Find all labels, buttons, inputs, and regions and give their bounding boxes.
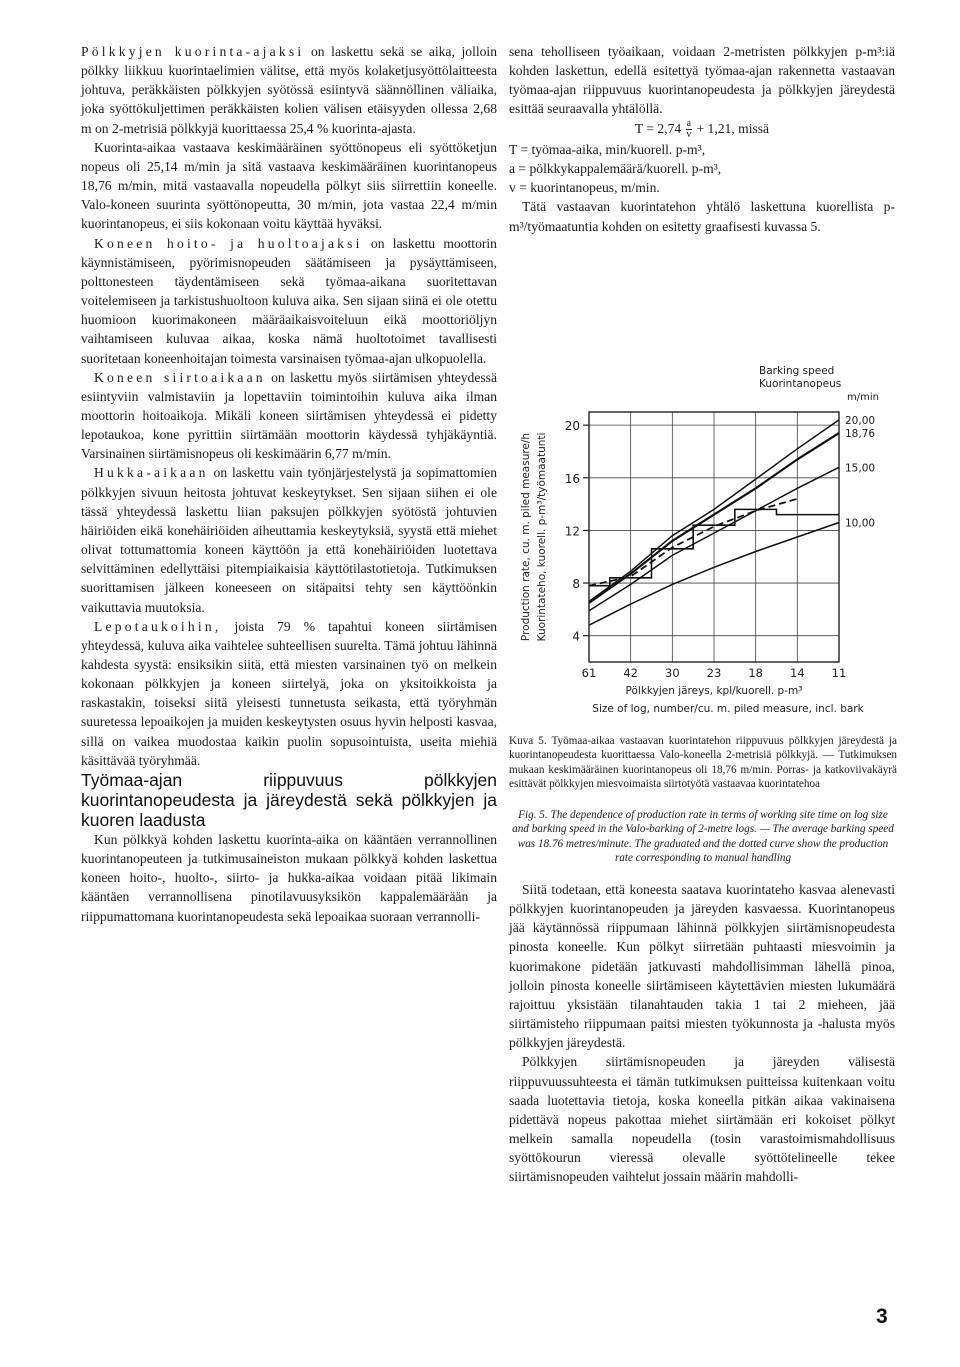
paragraph: Tätä vastaavan kuorintatehon yhtälö laskettuna kuorellista p-m³/työmaatuntia kohden on esitetty graafisesti kuvassa 5. (509, 199, 895, 234)
definitions (509, 140, 895, 197)
paragraph: Pölkkyjen siirtämisnopeuden ja järeyden välisestä riippuvuussuhteesta ei tämän tutkimuksen puitteissa kuitenkaan voitu saada luotettavia tietoja, koska koneella pitkän aikaa vakinaisena pidettävä nopeus pakottaa miehet siirtämään eri kokoiset pölkyt melkein samalla nopeudella (tosin varastoimismahdollisuus syöttökourun vieressä olevalle syöttötelineelle tekee siirtämisnopeuden vaihtelut jossain määrin mahdolli- (509, 1054, 895, 1185)
series-label: 20,00 (845, 414, 876, 427)
x-tick-label: 42 (623, 666, 638, 680)
y-axis-label-en: Production rate, cu. m. piled measure/h (520, 432, 532, 642)
x-tick-label: 18 (748, 666, 763, 680)
y-tick-label: 20 (564, 419, 580, 434)
paragraph-text: on laskettu vain työnjärjestelystä ja sopimattomien pölkkyjen sivuun heitosta johtuvat keskeytykset. Sen sijaan siihen ei ole tässä yhteydessä laskettu liian paksujen pölkkyjen syötöstä johtuvien häiriöiden eikä konehäiriöiden aiheuttamia keskeytyksiä, syystä että miehet olivat tottumattomia koneen käyttöön ja että konehäiriöiden luotettava selvittäminen edellyttäisi pitempiaikaisia käyttötilastotietoja. Tutkimuksen suorittamisen jälkeen koneeseen on sitäpaitsi tehty sen käyttöönkin vaikuttavia muutoksia. (81, 465, 497, 615)
formula-denominator: v (686, 129, 692, 140)
x-tick-label: 23 (706, 666, 722, 680)
y-tick-label: 4 (572, 629, 580, 644)
paragraph-text: on laskettu sekä se aika, jolloin pölkky liikkuu kuorintaelimien välitse, että myös kolaketjusyöttölaitteesta johtuva, peräkkäisten pölkkyjen syötössä esiintyvä säännöllinen väliaika, joka syöttökuljettimen peräkkäisten kolien välisen etäisyyden ollessa 2,68 m on 2-metrisiä pölkkyjä kuorittaessa 25,4 % kuorinta-ajasta. (81, 44, 497, 136)
formula-fraction (686, 119, 692, 140)
figure-caption-en: Fig. 5. The dependence of production rate in terms of working site time on log size and barking speed in the Valo-barking of 2-metre logs. — The average barking speed was 18.76 metres/minute. The graduated and the dotted curve show the production rate corresponding to manual handling (512, 809, 894, 865)
series-label: 10,00 (845, 517, 876, 530)
paragraph: sena teholliseen työaikaan, voidaan 2-metristen pölkkyjen p-m³:iä kohden laskettun, edellä esitettyä työmaa-ajan rakennetta vastaavan työmaa-ajan riippuvuus kuorintanopeudesta ja pölkkyjen järeydestä esittää seuraavalla yhtälöllä. (509, 44, 895, 117)
paragraph-text: on laskettu myös siirtämisen yhteydessä esiintyviin valmistaviin ja lopettaviin toimintoihin kuluva aika ilman moottorin hoitoaikoja. Mikäli koneen siirtämisen yhteydessä ei pidetty lepotaukoa, kone pyrittiin siirtämään moottorin käydessä tyhjäkäyntiä. Varsinainen siirtämisnopeus oli keskimäärin 6,77 m/min. (81, 369, 498, 462)
paragraph-text: on laskettu moottorin käynnistämiseen, pyörimisnopeuden säätämiseen ja pysäyttämiseen, polttonesteen täydentämiseen sekä työmaa-aikana suoritettavan voitelemiseen ja tarkistushuoltoon kuluva aika. Sen sijaan siinä ei ole otettu huomioon kuorimakoneen määräaikaisvoiteluun eikä moottoriöljyn vaihtamiseen kuluvaa aikaa, koska nämä huoltotoimet tavallisesti suoritetaan koneenhoitajan toimesta varsinaisen työmaa-ajan ulkopuolella. (81, 235, 497, 366)
paragraph (81, 234, 497, 368)
spaced-term: Hukka-aikaan (94, 465, 209, 481)
spaced-term: Pölkkyjen kuorinta-ajaksi (81, 44, 305, 59)
formula-right: + 1,21, missä (696, 120, 770, 136)
chart (509, 360, 897, 730)
x-tick-label: 61 (581, 666, 597, 680)
x-tick-label: 30 (665, 666, 680, 680)
paragraph: Kuorinta-aikaa vastaava keskimääräinen syöttönopeus eli syöttöketjun nopeus oli 25,14 m/min ja sitä vastaava keskimääräinen kuorintanopeus 18,76 m/min, mitä vastaavalla nopeudella pölkyt siis siirrettiin koneelle. Valo-koneen suurinta syöttönopeutta, 30 m/min, jota vastaa 22,4 m/min kuorintanopeus, ei siis kokonaan voitu käyttää hyväksi. (81, 139, 497, 232)
x-axis-label-en: Size of log, number/cu. m. piled measure, incl. bark (592, 703, 864, 715)
paragraph (81, 42, 497, 138)
figure-caption-fi: Kuva 5. Työmaa-aikaa vastaavan kuorintatehon riippuvuus pölkkyjen järeydestä ja kuorintanopeudesta kuorittaessa Valo-koneella 2-metrisiä pölkkyjä. — Tutkimuksen mukaan keskimääräinen kuorintanopeus oli 18,76 m/min. Porras- ja katkoviivakäyrä esittävät pölkkyjen miesvoimaista siirtotyötä vastaavaa kuorintatehoa (509, 735, 897, 791)
spaced-term: Koneen siirtoaikaan (94, 369, 266, 385)
formula (509, 119, 895, 140)
series-label: 18,76 (845, 428, 876, 441)
figure-5 (509, 360, 897, 730)
legend-title-fi: Kuorintanopeus (759, 378, 842, 390)
formula-left: T = 2,74 (634, 120, 682, 136)
left-column (81, 42, 497, 926)
y-tick-label: 12 (564, 524, 580, 539)
spaced-term: Koneen hoito- ja huoltoajaksi (94, 235, 363, 251)
definition: v = kuorintanopeus, m/min. (509, 180, 660, 196)
definition: a = pölkkykappalemäärä/kuorell. p-m³, (509, 161, 722, 177)
y-axis-label-fi: Kuorintateho, kuorell. p-m³/työmaatunti (536, 432, 548, 642)
paragraph (81, 617, 497, 770)
right-column (509, 42, 895, 236)
x-tick-label: 14 (790, 666, 805, 680)
y-tick-label: 16 (564, 471, 580, 486)
paragraph (81, 368, 497, 464)
right-column-lower (509, 880, 895, 1187)
paragraph (81, 463, 497, 616)
page-number: 3 (876, 1305, 888, 1328)
paragraph-text: joista 79 % tapahtui koneen siirtämisen yhteydessä, kuluva aika vaihtelee suhteellisen suurelta. Tämä johtuu lähinnä kahdesta syystä: ensiksikin siitä, että miesten varsinainen työ on melkein kokonaan pölkkyjen ja koneen siirtelyä, joka on yksitoikkoista ja raskastakin, toiseksi siitä yleisesti tunnetusta seikasta, että työryhmän suuretessa lepoaikojen ja muiden keskeytysten osuus hyvin helposti kasvaa, sillä on vaikea muodostaa kaikin puolin sopusointuista, useita miehiä käsittävää työryhmää. (81, 618, 497, 768)
definition: T = työmaa-aika, min/kuorell. p-m³, (509, 142, 706, 157)
x-axis-label-fi: Pölkkyjen järeys, kpl/kuorell. p-m³ (625, 685, 803, 697)
spaced-term: Lepotaukoihin, (94, 618, 222, 634)
paragraph: Kun pölkkyä kohden laskettu kuorinta-aika on kääntäen verrannollinen kuorintanopeuteen ja tutkimusaineiston mukaan pölkkyä kohden laskettua koneen hoito-, huolto-, siirto- ja hukka-aikaa voidaan pitää likimain kääntäen verrannollisena pinotilavuusyksikön kappalemäärään ja riippumattomana kuorintanopeudesta sekä lepoaikaa suoraan verrannolli- (81, 831, 497, 924)
formula-numerator: a (686, 118, 692, 129)
section-heading: Työmaa-ajan riippuvuus pölkkyjen kuorintanopeudesta ja järeydestä sekä pölkkyjen ja kuoren laadusta (81, 769, 497, 830)
legend-title-en: Barking speed (759, 365, 835, 377)
paragraph: Siitä todetaan, että koneesta saatava kuorintateho kasvaa alenevasti pölkkyjen kuorintanopeuden ja järeyden kasvaessa. Kuorintanopeus jää käytännössä riippumaan lähinnä pölkkyjen siirtämisnopeudesta pinosta koneelle. Kun pölkyt siirretään puhtaasti miesvoimin ja kuorimakone pidetään jatkuvasti mahdollisimman lähellä pinoa, jolloin pinosta koneelle siirtämiseen käytettävien miesten lukumäärä rajoittuu yksistään tilanahtauden takia 1 tai 2 mieheen, jää siirtämisteho riippumaan paitsi miesten työkunnosta ja -halusta myös pölkkyjen järeydestä. (509, 882, 895, 1051)
x-tick-label: 11 (831, 666, 847, 680)
y-tick-label: 8 (572, 577, 580, 592)
legend-unit: m/min (847, 392, 879, 403)
series-label: 15,00 (845, 462, 876, 475)
